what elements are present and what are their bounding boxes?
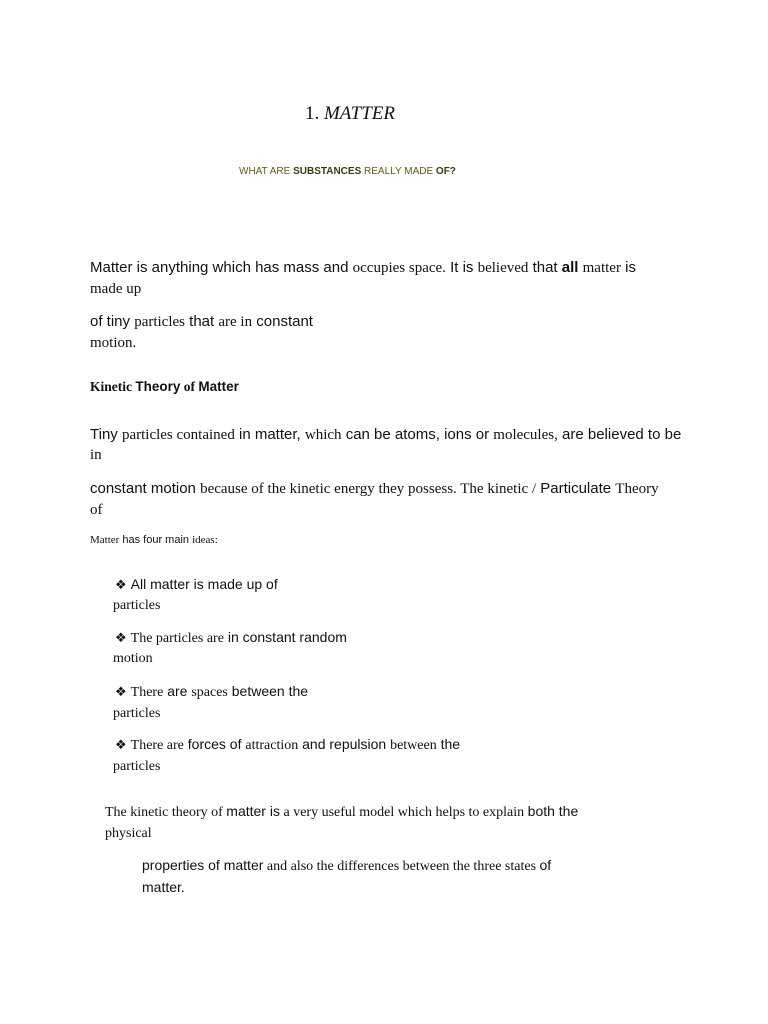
bullet-item — [115, 627, 347, 649]
bullet-continuation: motion — [113, 651, 153, 666]
text: The particles are — [130, 631, 224, 646]
text: both the — [527, 803, 579, 819]
text: of tiny — [90, 313, 135, 330]
kinetic-line-3 — [90, 478, 659, 500]
title-number: 1. — [304, 103, 320, 124]
text: that — [528, 259, 562, 276]
text: There are — [130, 738, 184, 753]
text: that — [185, 313, 219, 330]
subtitle-part: REALLY MADE — [361, 166, 436, 177]
kinetic-line-4: of — [90, 502, 103, 518]
kinetic-line-2: in — [90, 447, 102, 463]
text: can be atoms, ions or — [341, 426, 494, 443]
text: There — [130, 685, 164, 700]
bullet-continuation: particles — [113, 598, 161, 613]
text: All matter is made up of — [130, 576, 278, 592]
text: molecules, — [493, 427, 558, 443]
text: is — [620, 259, 636, 276]
closing-line-3 — [142, 855, 551, 877]
text: Matter is anything which has mass and — [90, 259, 353, 276]
text: ideas: — [192, 534, 218, 546]
text: attraction — [245, 738, 299, 753]
text: and repulsion — [298, 736, 391, 752]
diamond-bullet-icon: ❖ — [115, 685, 127, 700]
text: spaces — [191, 685, 228, 700]
text: forces of — [183, 736, 246, 752]
subtitle — [239, 166, 456, 177]
text: are in — [218, 314, 253, 330]
text: Matter — [90, 534, 120, 546]
text: a very useful model which helps to explain — [279, 805, 528, 820]
text: matter — [582, 260, 621, 276]
bullet-continuation: particles — [113, 706, 161, 721]
bullet-item — [115, 734, 460, 756]
subtitle-emphasis: SUBSTANCES — [293, 166, 362, 177]
bullet-item — [115, 681, 308, 703]
subtitle-emphasis: OF? — [435, 166, 456, 177]
text: all — [561, 259, 579, 276]
text: particles contained — [121, 427, 235, 443]
page-title — [0, 103, 700, 125]
text: the — [436, 736, 461, 752]
text: Particulate — [536, 480, 616, 497]
text: matter is — [226, 803, 280, 819]
text: Theory — [135, 379, 181, 394]
text: particles — [134, 314, 185, 330]
text: constant — [252, 313, 313, 330]
text: Theory — [615, 481, 659, 497]
intro-line-2: made up — [90, 281, 142, 297]
kinetic-line-1 — [90, 424, 681, 446]
text: are — [163, 683, 192, 699]
section-heading — [90, 379, 239, 395]
text: Tiny — [90, 426, 122, 443]
text: of — [180, 379, 199, 394]
intro-line-1 — [90, 257, 636, 279]
diamond-bullet-icon: ❖ — [115, 738, 127, 753]
bullet-item — [115, 574, 278, 596]
title-word: MATTER — [323, 103, 396, 124]
text: in constant random — [223, 629, 347, 645]
text: occupies space. — [352, 260, 446, 276]
ideas-intro — [90, 534, 218, 546]
text: and also the differences between the three states — [263, 859, 540, 874]
closing-line-1 — [105, 801, 578, 823]
text: Kinetic — [90, 379, 136, 394]
intro-line-4: motion. — [90, 335, 137, 351]
text: It is — [445, 259, 478, 276]
text: of — [539, 857, 552, 873]
closing-line-2: physical — [105, 826, 152, 841]
text: between the — [227, 683, 309, 699]
text: The kinetic theory of — [105, 805, 227, 820]
bullet-continuation: particles — [113, 759, 161, 774]
subtitle-part: WHAT ARE — [239, 166, 294, 177]
diamond-bullet-icon: ❖ — [115, 631, 127, 646]
text: has four main — [119, 534, 193, 546]
text: constant motion — [90, 480, 201, 497]
text: believed — [477, 260, 529, 276]
text: between — [390, 738, 437, 753]
text: properties of matter — [142, 857, 264, 873]
closing-line-4: matter. — [142, 879, 185, 895]
intro-line-3 — [90, 311, 313, 333]
text: which — [304, 427, 342, 443]
text: are believed to be — [557, 426, 682, 443]
text: because of the kinetic energy they possess. The kinetic / — [200, 481, 537, 497]
diamond-bullet-icon: ❖ — [115, 578, 127, 593]
text: Matter — [198, 379, 239, 394]
text: in matter, — [234, 426, 305, 443]
